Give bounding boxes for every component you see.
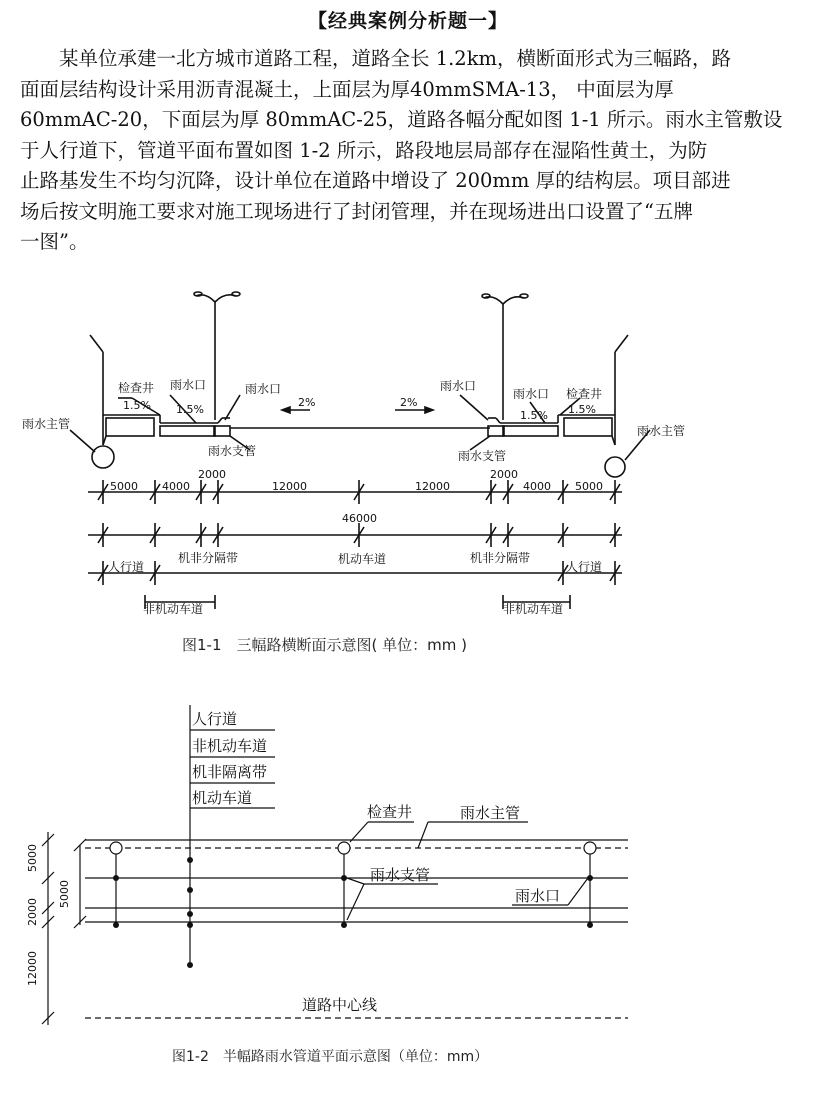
paragraph-line: 于人行道下，管道平面布置如图 1-2 所示，路段地层局部存在湿陷性黄土，为防	[20, 138, 708, 162]
plan-diagram	[0, 700, 816, 1040]
dim-4000-right: 4000	[523, 480, 551, 493]
label-well-left: 检查井	[118, 381, 155, 395]
dim-2000-right: 2000	[490, 468, 518, 481]
label-main-pipe-left: 雨水主管	[22, 417, 71, 431]
label-inlet-left-outer: 雨水口	[170, 378, 207, 392]
label-branch-left: 雨水支管	[208, 444, 257, 458]
label-inlet-right-inner: 雨水口	[440, 379, 477, 393]
legend-sep: 机非隔离带	[192, 763, 268, 781]
label-branch: 雨水支管	[370, 866, 431, 884]
label-well-right: 检查井	[566, 387, 603, 401]
dim-total: 46000	[342, 512, 377, 525]
paragraph-line: 一图”。	[20, 230, 89, 253]
label-inlet-right-outer: 雨水口	[513, 387, 550, 401]
legend-bike: 非机动车道	[192, 737, 268, 755]
figure-2-caption: 图1-2 半幅路雨水管道平面示意图（单位：mm）	[172, 1049, 489, 1065]
zone-bike-right: 非机动车道	[503, 602, 564, 616]
legend-motor: 机动车道	[192, 789, 253, 807]
label-inlet-left-inner: 雨水口	[245, 382, 282, 396]
slope-road-left: 2%	[298, 396, 316, 409]
paragraph-line: 面面层结构设计采用沥青混凝土，上面层为厚40mmSMA-13， 中面层为厚	[20, 77, 674, 101]
zone-walk-right: 人行道	[566, 560, 603, 574]
label-main-pipe-right: 雨水主管	[637, 424, 686, 438]
dim-12000: 12000	[26, 951, 39, 986]
slope-bike-right: 1.5%	[520, 409, 548, 422]
dim-12000-right: 12000	[415, 480, 450, 493]
paragraph-line: 60mmAC-20，下面层为厚 80mmAC-25，道路各幅分配如图 1-1 所示。雨水主管敷设	[20, 108, 783, 131]
label-centerline: 道路中心线	[302, 996, 378, 1014]
label-main-pipe: 雨水主管	[460, 804, 521, 822]
dim-5000-left: 5000	[110, 480, 138, 493]
figure-1-caption: 图1-1 三幅路横断面示意图( 单位：mm )	[182, 636, 467, 654]
cross-section-diagram	[0, 280, 816, 625]
label-inlet: 雨水口	[515, 887, 561, 905]
label-well: 检查井	[367, 803, 413, 821]
slope-walk-left: 1.5%	[123, 399, 151, 412]
dim-2000-left: 2000	[198, 468, 226, 481]
dim-5000-inner: 5000	[58, 880, 71, 908]
dim-2000: 2000	[26, 898, 39, 926]
paragraph-line: 止路基发生不均匀沉降，设计单位在道路中增设了 200mm 厚的结构层。项目部进	[20, 169, 731, 192]
dim-4000-left: 4000	[162, 480, 190, 493]
zone-sep-right: 机非分隔带	[470, 551, 531, 565]
slope-bike-left: 1.5%	[176, 403, 204, 416]
case-paragraph	[20, 44, 798, 258]
slope-road-right: 2%	[400, 396, 418, 409]
section-heading: 【经典案例分析题一】	[307, 10, 508, 32]
zone-bike-left: 非机动车道	[143, 602, 204, 616]
zone-walk-left: 人行道	[108, 560, 145, 574]
dim-5000: 5000	[26, 844, 39, 872]
dim-5000-right: 5000	[575, 480, 603, 493]
label-branch-right: 雨水支管	[458, 449, 507, 463]
legend-walk: 人行道	[192, 710, 238, 728]
paragraph-line: 某单位承建一北方城市道路工程，道路全长 1.2km，横断面形式为三幅路，路	[59, 47, 732, 70]
dim-12000-left: 12000	[272, 480, 307, 493]
zone-sep-left: 机非分隔带	[178, 551, 239, 565]
zone-motor: 机动车道	[338, 552, 387, 566]
paragraph-line: 场后按文明施工要求对施工现场进行了封闭管理，并在现场进出口设置了“五牌	[20, 199, 693, 223]
slope-walk-right: 1.5%	[568, 403, 596, 416]
